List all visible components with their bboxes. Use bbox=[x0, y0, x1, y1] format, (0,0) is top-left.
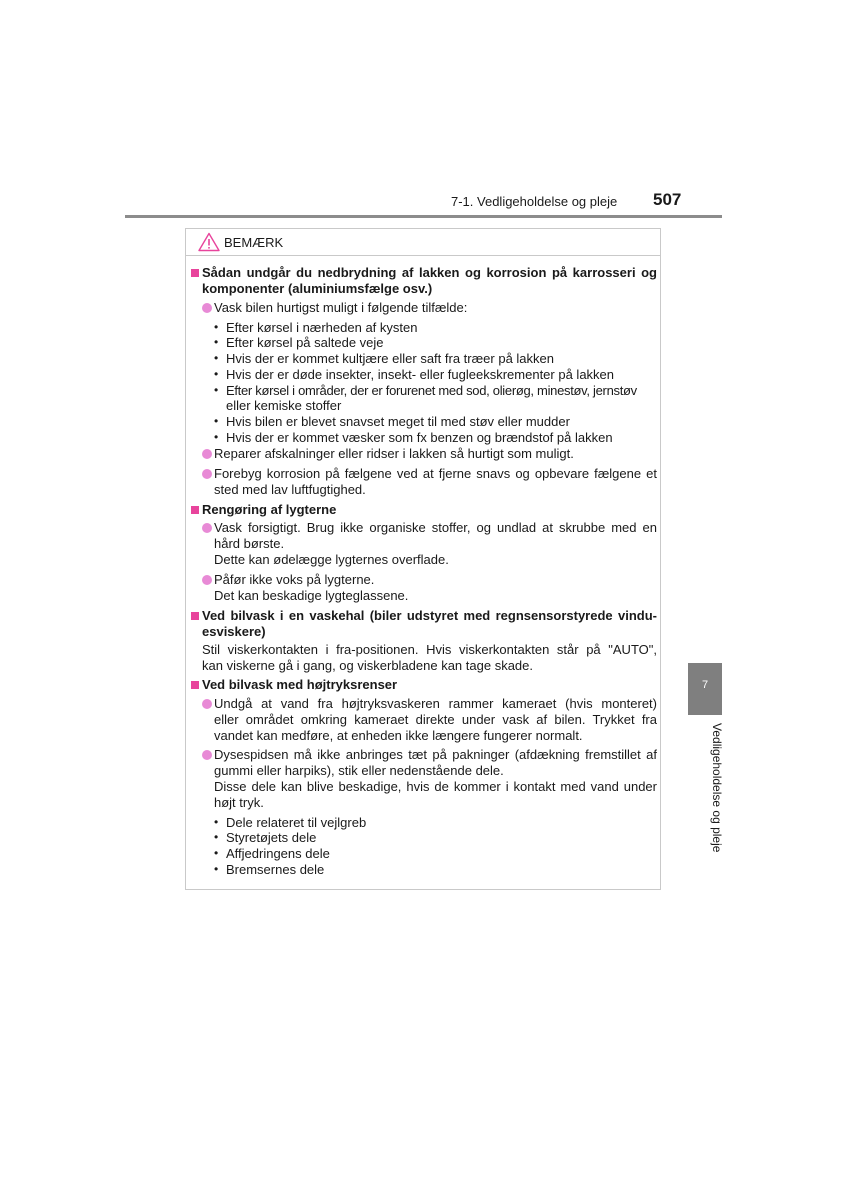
body-text: Dysespidsen må ikke anbringes tæt på pakninger (afdækning fremstillet af bbox=[214, 747, 657, 762]
body-text: Reparer afskalninger eller ridser i lakken så hurtigt som muligt. bbox=[214, 446, 574, 461]
section-heading: Rengøring af lygterne bbox=[202, 502, 337, 517]
section-heading: Ved bilvask i en vaskehal (biler udstyret med regnsensorstyrede vindu- bbox=[202, 608, 657, 623]
section-marker bbox=[191, 269, 199, 277]
list-item: Efter kørsel i områder, der er forurenet med sod, olierøg, minestøv, jernstøv bbox=[226, 383, 637, 398]
body-text: eller området omkring kameraet direkte under vask af bilen. Trykket fra bbox=[214, 712, 657, 727]
bullet: • bbox=[214, 414, 219, 428]
item-marker bbox=[202, 699, 212, 709]
bullet: • bbox=[214, 351, 219, 365]
chapter-tab bbox=[688, 663, 722, 715]
list-item: Hvis bilen er blevet snavset meget til med støv eller mudder bbox=[226, 414, 570, 429]
section-heading: komponenter (aluminiumsfælge osv.) bbox=[202, 281, 433, 296]
section-heading: esviskere) bbox=[202, 624, 266, 639]
section-title: 7-1. Vedligeholdelse og pleje bbox=[451, 194, 618, 209]
item-marker bbox=[202, 303, 212, 313]
section-marker bbox=[191, 681, 199, 689]
notice-header bbox=[186, 229, 660, 256]
body-text: gummi eller harpiks), stik eller nedenstående dele. bbox=[214, 763, 504, 778]
item-marker bbox=[202, 750, 212, 760]
bullet: • bbox=[214, 335, 219, 349]
section-marker bbox=[191, 612, 199, 620]
body-text: sted med lav luftfugtighed. bbox=[214, 482, 366, 497]
bullet: • bbox=[214, 320, 219, 334]
body-text: Dette kan ødelægge lygternes overflade. bbox=[214, 552, 449, 567]
list-item: Efter kørsel på saltede veje bbox=[226, 335, 384, 350]
body-text: Påfør ikke voks på lygterne. bbox=[214, 572, 375, 587]
body-text: højt tryk. bbox=[214, 795, 264, 810]
bullet: • bbox=[214, 367, 219, 381]
bullet: • bbox=[214, 430, 219, 444]
item-marker bbox=[202, 575, 212, 585]
header-divider bbox=[125, 215, 722, 218]
list-item: Dele relateret til vejlgreb bbox=[226, 815, 367, 830]
list-item: Efter kørsel i nærheden af kysten bbox=[226, 320, 418, 335]
body-text: Stil viskerkontakten i fra-positionen. Hvis viskerkontakten står på "AUTO", bbox=[202, 642, 657, 657]
chapter-number: 7 bbox=[701, 679, 709, 691]
page-number: 507 bbox=[653, 190, 682, 209]
item-marker bbox=[202, 523, 212, 533]
body-text: Forebyg korrosion på fælgene ved at fjerne snavs og opbevare fælgene et bbox=[214, 466, 657, 481]
chapter-label: Vedligeholdelse og pleje bbox=[710, 723, 724, 853]
section-marker bbox=[191, 506, 199, 514]
body-text: Vask bilen hurtigst muligt i følgende tilfælde: bbox=[214, 300, 468, 315]
bullet: • bbox=[214, 830, 219, 844]
body-text: Det kan beskadige lygteglassene. bbox=[214, 588, 409, 603]
item-marker bbox=[202, 469, 212, 479]
list-item: eller kemiske stoffer bbox=[226, 398, 342, 413]
section-heading: Ved bilvask med højtryksrenser bbox=[202, 677, 398, 692]
body-text: Undgå at vand fra højtryksvaskeren rammer kameraet (hvis monteret) bbox=[214, 696, 657, 711]
item-marker bbox=[202, 449, 212, 459]
bullet: • bbox=[214, 846, 219, 860]
body-text: Vask forsigtigt. Brug ikke organiske stoffer, og undlad at skrubbe med en bbox=[214, 520, 657, 535]
warning-triangle-icon bbox=[198, 232, 220, 252]
notice-title: BEMÆRK bbox=[224, 235, 284, 250]
list-item: Hvis der er døde insekter, insekt- eller fugleekskrementer på lakken bbox=[226, 367, 615, 382]
body-text: Disse dele kan blive beskadige, hvis de kommer i kontakt med vand under bbox=[214, 779, 657, 794]
bullet: • bbox=[214, 383, 219, 397]
list-item: Affjedringens dele bbox=[226, 846, 330, 861]
list-item: Hvis der er kommet kultjære eller saft fra træer på lakken bbox=[226, 351, 554, 366]
bullet: • bbox=[214, 815, 219, 829]
body-text: hård børste. bbox=[214, 536, 285, 551]
body-text: kan viskerne gå i gang, og viskerbladene kan tage skade. bbox=[202, 658, 533, 673]
list-item: Styretøjets dele bbox=[226, 830, 317, 845]
list-item: Hvis der er kommet væsker som fx benzen og brændstof på lakken bbox=[226, 430, 613, 445]
bullet: • bbox=[214, 862, 219, 876]
section-heading: Sådan undgår du nedbrydning af lakken og korrosion på karrosseri og bbox=[202, 265, 657, 280]
list-item: Bremsernes dele bbox=[226, 862, 325, 877]
body-text: vandet kan medføre, at enheden ikke længere fungerer normalt. bbox=[214, 728, 583, 743]
